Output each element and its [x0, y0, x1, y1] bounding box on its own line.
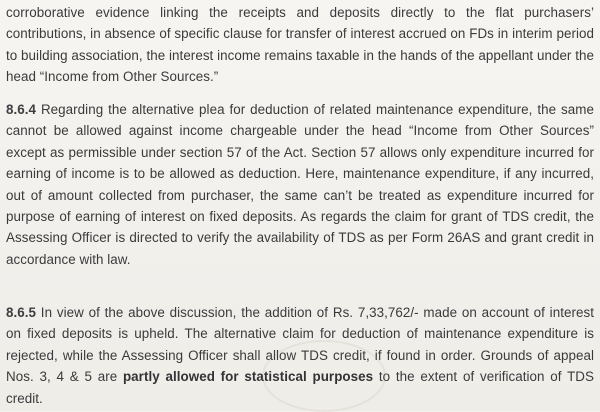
- paragraph-text: In view of the above discussion, the addition of Rs. 7,33,762/- made on account of interest on fixed deposits is upheld. The alternative claim for deduction of maintenance expenditure is rejected, while the Assessing Officer shall allow TDS credit, if found in order. Grounds of appeal Nos. 3, 4 & 5 are: [6, 305, 594, 385]
- paragraph-8-6-5: [6, 302, 594, 409]
- paragraph-8-6-4: [6, 99, 594, 270]
- paragraph-number: 8.6.4: [6, 102, 37, 117]
- paragraph-number: 8.6.5: [6, 305, 37, 320]
- paragraph-emphasis: partly allowed for statistical purposes: [122, 369, 374, 385]
- paragraph-text: Regarding the alternative plea for deduction of related maintenance expenditure, the same cannot be allowed against income chargeable under the head “Income from Other Sources” except as permissible under section 57 of the Act. Section 57 allows only expenditure incurred for earning of income is to be allowed as deduction. Here, maintenance expenditure, if any incurred, out of amount collected from purchaser, the same can’t be treated as expenditure incurred for purpose of earning of interest on fixed deposits. As regards the claim for grant of TDS credit, the Assessing Officer is directed to verify the availability of TDS as per Form 26AS and grant credit in accordance with law.: [6, 102, 594, 267]
- paragraph-continuation: [6, 2, 594, 88]
- paragraph-text-end: to the extent of verification of TDS credit.: [6, 369, 595, 406]
- paragraph-text: corroborative evidence linking the receipts and deposits directly to the flat purchasers’ contributions, in absence of specific clause for transfer of interest accrued on FDs in interim period to building association, the interest income remains taxable in the hands of the appellant under the head “Income from Other Sources.”: [6, 5, 594, 85]
